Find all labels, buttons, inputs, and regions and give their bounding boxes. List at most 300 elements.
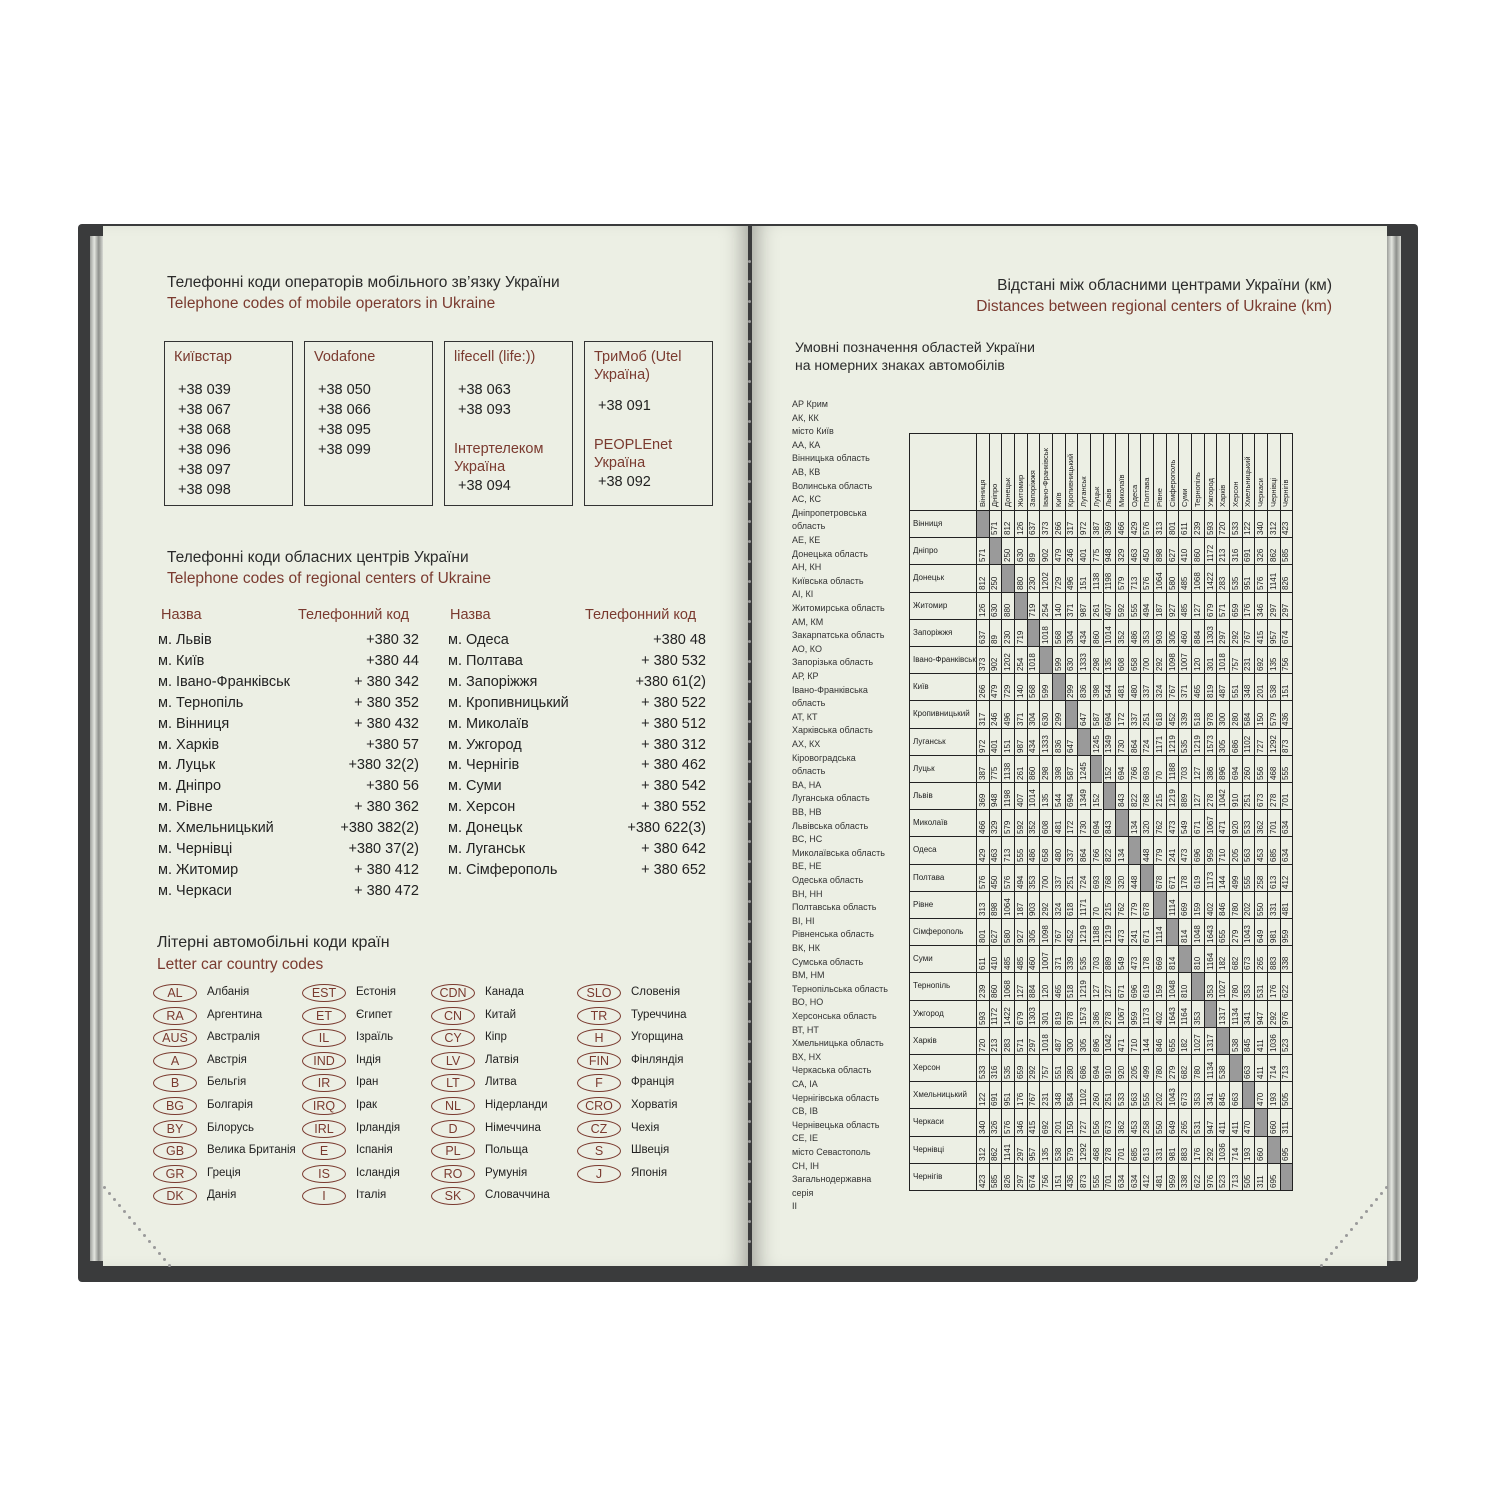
matrix-value: 701 xyxy=(1104,1174,1114,1188)
matrix-cell xyxy=(1052,836,1065,863)
matrix-cell xyxy=(1090,891,1103,918)
matrix-value: 682 xyxy=(1230,957,1240,971)
matrix-cell xyxy=(1027,1054,1040,1081)
matrix-value: 550 xyxy=(1256,902,1266,916)
matrix-col-label: Одеса xyxy=(1129,484,1139,507)
matrix-value: 1171 xyxy=(1154,735,1164,753)
matrix-col-header xyxy=(1153,434,1166,510)
matrix-value: 673 xyxy=(1243,957,1253,971)
matrix-cell xyxy=(1229,891,1242,918)
matrix-diagonal-cell xyxy=(1001,564,1014,591)
matrix-value: 927 xyxy=(1167,603,1177,617)
matrix-cell xyxy=(1204,864,1217,891)
region-name: місто Севастополь xyxy=(792,1147,871,1157)
stitch-dot xyxy=(748,600,751,603)
matrix-value: 411 xyxy=(1230,1120,1240,1134)
matrix-cell xyxy=(1039,918,1052,945)
matrix-value: 505 xyxy=(1243,1174,1253,1188)
plate-code: СЕ, ІЕ xyxy=(792,1133,819,1144)
matrix-value: 671 xyxy=(1192,821,1202,835)
matrix-cell xyxy=(1052,619,1065,646)
matrix-cell xyxy=(989,864,1002,891)
city-name: м. Кропивницький xyxy=(448,694,569,711)
matrix-value: 873 xyxy=(1079,1174,1088,1188)
matrix-row-label: Полтава xyxy=(910,864,976,891)
matrix-value: 505 xyxy=(1281,1093,1291,1107)
matrix-cell xyxy=(976,1081,989,1108)
matrix-value: 576 xyxy=(977,875,987,889)
matrix-cell xyxy=(1153,945,1166,972)
matrix-cell xyxy=(1128,864,1141,891)
matrix-value: 531 xyxy=(1256,984,1266,998)
region-name: Одеська область xyxy=(792,875,864,885)
matrix-cell xyxy=(1267,619,1280,646)
matrix-value: 415 xyxy=(1028,1120,1038,1134)
matrix-cell xyxy=(1204,891,1217,918)
matrix-value: 251 xyxy=(1066,875,1076,889)
matrix-value: 695 xyxy=(1281,1147,1291,1161)
matrix-value: 230 xyxy=(1028,576,1038,590)
matrix-cell xyxy=(1191,945,1204,972)
matrix-cell xyxy=(1242,673,1255,700)
matrix-value: 727 xyxy=(1079,1120,1088,1134)
matrix-cell xyxy=(1014,1081,1027,1108)
matrix-cell xyxy=(1065,1163,1078,1190)
matrix-cell xyxy=(1153,1081,1166,1108)
matrix-value: 159 xyxy=(1192,902,1202,916)
matrix-cell xyxy=(1001,1054,1014,1081)
matrix-cell xyxy=(1077,809,1090,836)
country-name: Туреччина xyxy=(631,1008,687,1021)
matrix-cell xyxy=(1254,864,1267,891)
matrix-value: 176 xyxy=(1015,1093,1025,1107)
matrix-value: 182 xyxy=(1180,1038,1190,1052)
left-page xyxy=(103,226,748,1266)
matrix-value: 371 xyxy=(1053,957,1063,971)
matrix-value: 613 xyxy=(1268,875,1278,889)
city-code: +380 48 xyxy=(653,632,706,648)
matrix-cell xyxy=(1128,564,1141,591)
matrix-cell xyxy=(1267,673,1280,700)
matrix-value: 386 xyxy=(1205,766,1215,780)
matrix-cell xyxy=(1178,646,1191,673)
matrix-cell xyxy=(1191,564,1204,591)
matrix-cell xyxy=(1204,809,1217,836)
matrix-value: 551 xyxy=(1053,1065,1063,1080)
stitch-dot xyxy=(748,660,751,663)
matrix-col-label: Черкаси xyxy=(1256,478,1266,507)
matrix-cell xyxy=(1103,755,1116,782)
operator-name: ТриМоб (Utel Україна) xyxy=(594,349,682,383)
matrix-value: 1349 xyxy=(1079,789,1088,808)
matrix-cell xyxy=(1103,592,1116,619)
matrix-cell xyxy=(1027,700,1040,727)
matrix-value: 1043 xyxy=(1167,1088,1177,1107)
matrix-value: 910 xyxy=(1230,793,1240,808)
matrix-value: 812 xyxy=(1003,521,1013,536)
matrix-cell xyxy=(989,1081,1002,1108)
matrix-value: 292 xyxy=(1041,902,1051,916)
matrix-cell xyxy=(1216,1054,1229,1081)
matrix-value: 592 xyxy=(1015,821,1025,835)
matrix-cell xyxy=(1153,700,1166,727)
matrix-value: 533 xyxy=(1243,821,1253,835)
matrix-value: 700 xyxy=(1142,657,1152,672)
matrix-value: 987 xyxy=(1015,739,1025,753)
matrix-cell xyxy=(1115,1108,1128,1135)
matrix-cell xyxy=(1166,755,1179,782)
matrix-cell xyxy=(1027,782,1040,809)
matrix-cell xyxy=(1216,646,1229,673)
matrix-cell xyxy=(1039,782,1052,809)
matrix-cell xyxy=(1027,1163,1040,1190)
matrix-cell xyxy=(989,836,1002,863)
country-name: Індія xyxy=(356,1053,382,1066)
matrix-cell xyxy=(1027,537,1040,564)
matrix-value: 608 xyxy=(1116,657,1126,672)
matrix-value: 775 xyxy=(1091,549,1101,563)
matrix-value: 686 xyxy=(1079,1065,1088,1080)
matrix-value: 701 xyxy=(1268,821,1278,835)
matrix-value: 981 xyxy=(1167,1147,1177,1161)
plate-code: ВК, НК xyxy=(792,943,820,953)
matrix-value: 202 xyxy=(1243,902,1253,916)
matrix-cell xyxy=(1115,728,1128,755)
matrix-cell xyxy=(1039,619,1052,646)
matrix-row-label: Черкаси xyxy=(910,1108,976,1135)
matrix-value: 902 xyxy=(990,657,1000,672)
matrix-cell xyxy=(1115,1054,1128,1081)
matrix-cell xyxy=(1014,1108,1027,1135)
stitch-dot xyxy=(748,1060,751,1063)
matrix-cell xyxy=(1204,1027,1217,1054)
matrix-value: 660 xyxy=(1268,1120,1278,1134)
matrix-cell xyxy=(1052,1000,1065,1027)
matrix-cell xyxy=(1254,836,1267,863)
matrix-cell xyxy=(1103,945,1116,972)
matrix-value: 693 xyxy=(1091,875,1101,889)
matrix-cell xyxy=(1153,728,1166,755)
matrix-value: 450 xyxy=(1142,549,1152,563)
matrix-value: 202 xyxy=(1154,1093,1164,1107)
matrix-value: 703 xyxy=(1180,766,1190,780)
matrix-cell xyxy=(1216,510,1229,537)
matrix-cell xyxy=(1027,1108,1040,1135)
matrix-cell xyxy=(1014,673,1027,700)
matrix-cell xyxy=(1001,728,1014,755)
matrix-cell xyxy=(976,945,989,972)
matrix-cell xyxy=(1128,755,1141,782)
matrix-value: 297 xyxy=(1268,603,1278,617)
matrix-value: 630 xyxy=(1066,657,1076,672)
matrix-value: 127 xyxy=(1015,984,1025,998)
stitch-dot xyxy=(163,1258,166,1261)
matrix-value: 126 xyxy=(977,603,987,617)
matrix-col-label: Івано-Франківськ xyxy=(1041,448,1051,507)
matrix-cell xyxy=(976,836,989,863)
matrix-value: 465 xyxy=(1053,984,1063,998)
stitch-dot xyxy=(748,620,751,623)
city-name: м. Миколаїв xyxy=(448,715,529,732)
country-name: Кіпр xyxy=(485,1031,507,1044)
matrix-value: 1114 xyxy=(1154,926,1164,944)
matrix-col-label: Львів xyxy=(1104,488,1114,507)
matrix-value: 371 xyxy=(1015,712,1025,726)
matrix-value: 122 xyxy=(977,1093,987,1107)
matrix-value: 756 xyxy=(1041,1174,1051,1188)
matrix-value: 864 xyxy=(1079,848,1088,862)
matrix-cell xyxy=(1216,918,1229,945)
matrix-value: 692 xyxy=(1256,657,1266,672)
matrix-value: 694 xyxy=(1091,821,1101,835)
matrix-cell xyxy=(1039,755,1052,782)
region-name: АР Крим xyxy=(792,399,828,409)
matrix-cell xyxy=(1052,1027,1065,1054)
matrix-value: 779 xyxy=(1154,848,1164,862)
matrix-value: 231 xyxy=(1243,657,1253,672)
matrix-cell xyxy=(1280,809,1293,836)
matrix-value: 801 xyxy=(977,929,987,944)
matrix-cell xyxy=(1065,1081,1078,1108)
matrix-value: 215 xyxy=(1104,902,1114,916)
matrix-value: 1643 xyxy=(1167,1006,1177,1025)
matrix-value: 1042 xyxy=(1218,789,1228,808)
matrix-cell xyxy=(1065,1136,1078,1163)
matrix-cell xyxy=(1077,836,1090,863)
region-name: область xyxy=(792,698,826,709)
matrix-value: 353 xyxy=(1192,1093,1202,1107)
matrix-value: 337 xyxy=(1129,712,1139,726)
matrix-cell xyxy=(1178,1000,1191,1027)
country-code-badge: BG xyxy=(153,1097,197,1115)
matrix-cell xyxy=(1052,891,1065,918)
matrix-value: 499 xyxy=(1230,875,1240,889)
matrix-cell xyxy=(1267,537,1280,564)
matrix-cell xyxy=(1216,864,1229,891)
matrix-cell xyxy=(1166,1081,1179,1108)
country-name: Естонія xyxy=(356,986,396,998)
matrix-value: 338 xyxy=(1180,1174,1190,1188)
matrix-cell xyxy=(989,564,1002,591)
matrix-cell xyxy=(1178,1163,1191,1190)
country-name: Данія xyxy=(207,1189,237,1202)
operator-code: +38 096 xyxy=(178,442,231,458)
matrix-cell xyxy=(1242,809,1255,836)
plate-code: АТ, КТ xyxy=(792,711,818,722)
matrix-value: 810 xyxy=(1180,984,1190,998)
matrix-value: 452 xyxy=(1066,929,1076,944)
matrix-value: 353 xyxy=(1205,984,1215,998)
matrix-value: 341 xyxy=(1243,1011,1253,1025)
region-name: Київська область xyxy=(792,575,864,586)
matrix-value: 533 xyxy=(1116,1093,1126,1107)
matrix-cell xyxy=(1178,972,1191,999)
matrix-col-header xyxy=(1216,434,1229,510)
matrix-value: 213 xyxy=(1218,549,1228,563)
city-code: + 380 522 xyxy=(641,694,706,711)
stitch-dot xyxy=(748,780,751,783)
stitch-dot xyxy=(1380,1192,1383,1195)
matrix-value: 261 xyxy=(1091,603,1101,617)
matrix-value: 658 xyxy=(1041,848,1051,862)
matrix-cell xyxy=(976,972,989,999)
matrix-value: 1219 xyxy=(1167,734,1177,753)
matrix-value: 1027 xyxy=(1192,1034,1202,1052)
matrix-value: 563 xyxy=(1129,1093,1139,1107)
operator-name: Інтертелеком Україна xyxy=(454,441,544,475)
matrix-cell xyxy=(1267,1163,1280,1190)
matrix-cell xyxy=(1280,510,1293,537)
matrix-cell xyxy=(976,809,989,836)
matrix-col-header xyxy=(1065,434,1078,510)
matrix-col-header xyxy=(1014,434,1027,510)
matrix-value: 89 xyxy=(1028,553,1038,563)
matrix-value: 822 xyxy=(1129,793,1139,808)
matrix-row-label: Дніпро xyxy=(910,537,976,564)
matrix-cell xyxy=(1178,592,1191,619)
matrix-cell xyxy=(1001,1163,1014,1190)
matrix-value: 1219 xyxy=(1079,979,1088,998)
matrix-cell xyxy=(1128,592,1141,619)
matrix-cell xyxy=(1166,592,1179,619)
matrix-value: 140 xyxy=(1053,603,1063,617)
matrix-diagonal-cell xyxy=(976,510,989,537)
matrix-cell xyxy=(1267,972,1280,999)
matrix-value: 695 xyxy=(1268,1174,1278,1188)
matrix-value: 305 xyxy=(1079,1038,1088,1052)
matrix-cell xyxy=(1140,755,1153,782)
matrix-value: 473 xyxy=(1116,929,1126,944)
country-code-badge: PL xyxy=(431,1142,475,1160)
operator-box-vodafone xyxy=(304,341,433,506)
matrix-value: 480 xyxy=(1129,685,1139,699)
matrix-value: 535 xyxy=(1003,1065,1013,1080)
matrix-cell xyxy=(989,700,1002,727)
matrix-value: 826 xyxy=(1003,1174,1013,1188)
matrix-value: 466 xyxy=(1116,521,1126,536)
region-name: Вінницька область xyxy=(792,453,870,464)
matrix-value: 1018 xyxy=(1218,653,1228,672)
regional-codes-title-en: Telephone codes of regional centers of Ukraine xyxy=(167,570,491,587)
matrix-cell xyxy=(1254,891,1267,918)
matrix-value: 766 xyxy=(1129,766,1139,780)
matrix-value: 251 xyxy=(1243,793,1253,808)
matrix-cell xyxy=(1267,646,1280,673)
matrix-diagonal-cell xyxy=(1254,1108,1267,1135)
matrix-value: 860 xyxy=(990,984,1000,998)
operator-code: +38 099 xyxy=(318,442,371,458)
country-name: Єгипет xyxy=(356,1008,393,1021)
matrix-cell xyxy=(1204,755,1217,782)
matrix-cell xyxy=(1204,592,1217,619)
matrix-cell xyxy=(1140,945,1153,972)
matrix-value: 127 xyxy=(1192,603,1202,617)
matrix-cell xyxy=(1178,809,1191,836)
matrix-cell xyxy=(1103,564,1116,591)
matrix-value: 1138 xyxy=(1091,572,1101,590)
matrix-value: 201 xyxy=(1053,1120,1063,1134)
matrix-cell xyxy=(1267,700,1280,727)
matrix-cell xyxy=(1204,1108,1217,1135)
matrix-value: 713 xyxy=(1281,1065,1291,1080)
matrix-cell xyxy=(1267,728,1280,755)
legend-title-line2: на номерних знаках автомобілів xyxy=(795,357,1005,373)
matrix-cell xyxy=(1039,809,1052,836)
matrix-cell xyxy=(1229,1136,1242,1163)
matrix-value: 304 xyxy=(1028,712,1038,726)
city-name: м. Тернопіль xyxy=(158,694,244,711)
matrix-cell xyxy=(1065,836,1078,863)
matrix-cell xyxy=(1115,646,1128,673)
matrix-col-header xyxy=(1242,434,1255,510)
matrix-cell xyxy=(1140,1081,1153,1108)
matrix-col-label: Ужгород xyxy=(1205,478,1215,507)
matrix-cell xyxy=(1014,972,1027,999)
matrix-cell xyxy=(976,646,989,673)
matrix-cell xyxy=(1103,537,1116,564)
matrix-value: 587 xyxy=(1066,766,1076,780)
matrix-cell xyxy=(1280,592,1293,619)
matrix-value: 298 xyxy=(1091,657,1101,672)
matrix-col-header xyxy=(1027,434,1040,510)
matrix-value: 324 xyxy=(1154,685,1164,699)
matrix-cell xyxy=(1140,510,1153,537)
matrix-value: 1292 xyxy=(1079,1142,1088,1161)
matrix-cell xyxy=(1128,945,1141,972)
matrix-cell xyxy=(1103,728,1116,755)
matrix-value: 292 xyxy=(1154,657,1164,672)
matrix-cell xyxy=(989,972,1002,999)
matrix-value: 659 xyxy=(1230,603,1240,617)
stitch-dot xyxy=(748,580,751,583)
matrix-cell xyxy=(1242,1054,1255,1081)
matrix-value: 693 xyxy=(1142,766,1152,780)
matrix-cell xyxy=(1254,1081,1267,1108)
matrix-value: 479 xyxy=(990,685,1000,699)
matrix-cell xyxy=(1140,836,1153,863)
matrix-value: 555 xyxy=(1142,1093,1152,1107)
matrix-value: 987 xyxy=(1079,603,1088,617)
operator-code: +38 094 xyxy=(458,478,511,494)
country-code-badge: AUS xyxy=(153,1029,197,1047)
matrix-value: 468 xyxy=(1091,1147,1101,1161)
city-name: м. Сімферополь xyxy=(448,861,558,878)
matrix-value: 151 xyxy=(1079,576,1088,590)
matrix-value: 694 xyxy=(1230,766,1240,780)
matrix-value: 369 xyxy=(1104,521,1114,536)
country-name: Швеція xyxy=(631,1144,670,1157)
matrix-value: 280 xyxy=(1230,712,1240,726)
stitch-dot xyxy=(1330,1252,1333,1255)
matrix-col-header xyxy=(1090,434,1103,510)
matrix-value: 410 xyxy=(990,957,1000,971)
matrix-value: 836 xyxy=(1053,739,1063,753)
matrix-value: 1064 xyxy=(1154,571,1164,590)
matrix-value: 485 xyxy=(1003,957,1013,971)
country-code-badge: CN xyxy=(431,1007,475,1025)
matrix-value: 972 xyxy=(977,739,987,753)
region-name: Херсонська область xyxy=(792,1011,877,1021)
country-code-badge: GR xyxy=(153,1165,197,1183)
matrix-cell xyxy=(1115,700,1128,727)
matrix-row-label: Сімферополь xyxy=(910,918,976,945)
stitch-dot xyxy=(108,1192,111,1195)
matrix-cell xyxy=(1128,728,1141,755)
matrix-value: 549 xyxy=(1180,821,1190,835)
stitch-dot xyxy=(1345,1234,1348,1237)
matrix-cell xyxy=(989,1054,1002,1081)
matrix-value: 1172 xyxy=(990,1007,1000,1025)
